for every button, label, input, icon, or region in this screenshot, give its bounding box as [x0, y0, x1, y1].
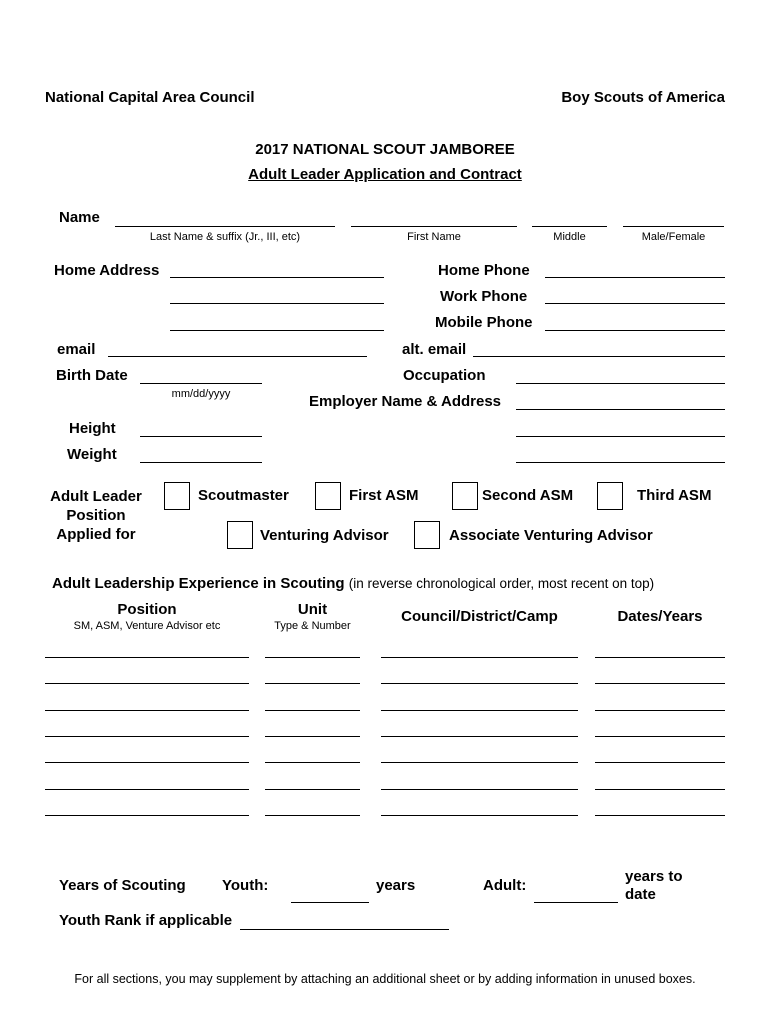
years-to-date-1: years to	[625, 868, 683, 885]
occupation-label: Occupation	[403, 367, 486, 384]
col-council-header: Council/District/Camp	[401, 608, 558, 625]
middle-name-field[interactable]	[532, 226, 607, 227]
third-asm-checkbox[interactable]	[597, 482, 623, 510]
years-to-date-2: date	[625, 886, 656, 903]
home-phone-field[interactable]	[545, 277, 725, 278]
experience-dates-field[interactable]	[595, 762, 725, 763]
youth-years-field[interactable]	[291, 902, 369, 903]
birth-date-label: Birth Date	[56, 367, 128, 384]
home-address-field-2[interactable]	[170, 303, 384, 304]
experience-unit-field[interactable]	[265, 736, 360, 737]
scoutmaster-checkbox[interactable]	[164, 482, 190, 510]
home-address-label: Home Address	[54, 262, 160, 279]
employer-field-1[interactable]	[516, 409, 725, 410]
third-asm-label: Third ASM	[637, 487, 712, 504]
work-phone-field[interactable]	[545, 303, 725, 304]
associate-venturing-advisor-label: Associate Venturing Advisor	[449, 527, 653, 544]
scoutmaster-label: Scoutmaster	[198, 487, 289, 504]
first-asm-label: First ASM	[349, 487, 419, 504]
position-label-1: Adult Leader	[50, 488, 142, 505]
alt-email-label: alt. email	[402, 341, 467, 358]
experience-dates-field[interactable]	[595, 815, 725, 816]
mobile-phone-label: Mobile Phone	[435, 314, 533, 331]
council-name: National Capital Area Council	[45, 89, 255, 106]
first-name-field[interactable]	[351, 226, 517, 227]
first-name-hint: First Name	[407, 231, 461, 243]
experience-unit-field[interactable]	[265, 762, 360, 763]
experience-dates-field[interactable]	[595, 710, 725, 711]
gender-hint: Male/Female	[641, 231, 706, 243]
employer-field-2[interactable]	[516, 436, 725, 437]
second-asm-label: Second ASM	[482, 487, 574, 504]
experience-unit-field[interactable]	[265, 683, 360, 684]
employer-label: Employer Name & Address	[309, 393, 502, 410]
experience-dates-field[interactable]	[595, 736, 725, 737]
experience-position-field[interactable]	[45, 683, 249, 684]
experience-position-field[interactable]	[45, 789, 249, 790]
occupation-field[interactable]	[516, 383, 725, 384]
experience-council-field[interactable]	[381, 762, 578, 763]
venturing-advisor-checkbox[interactable]	[227, 521, 253, 549]
experience-council-field[interactable]	[381, 683, 578, 684]
second-asm-checkbox[interactable]	[452, 482, 478, 510]
alt-email-field[interactable]	[473, 356, 725, 357]
experience-heading-title: Adult Leadership Experience in Scouting	[52, 575, 345, 592]
experience-unit-field[interactable]	[265, 789, 360, 790]
experience-unit-field[interactable]	[265, 815, 360, 816]
home-address-field-1[interactable]	[170, 277, 384, 278]
birth-date-hint: mm/dd/yyyy	[171, 388, 231, 400]
experience-council-field[interactable]	[381, 736, 578, 737]
venturing-advisor-label: Venturing Advisor	[260, 527, 389, 544]
youth-rank-field[interactable]	[240, 929, 449, 930]
experience-heading	[52, 575, 654, 592]
experience-unit-field[interactable]	[265, 657, 360, 658]
email-label: email	[57, 341, 96, 358]
email-field[interactable]	[108, 356, 367, 357]
youth-label: Youth:	[222, 877, 269, 894]
last-name-hint: Last Name & suffix (Jr., III, etc)	[149, 231, 301, 243]
youth-rank-label: Youth Rank if applicable	[59, 912, 233, 929]
experience-council-field[interactable]	[381, 657, 578, 658]
experience-dates-field[interactable]	[595, 789, 725, 790]
weight-field[interactable]	[140, 462, 262, 463]
experience-position-field[interactable]	[45, 736, 249, 737]
form-title: 2017 NATIONAL SCOUT JAMBOREE	[255, 141, 515, 158]
height-field[interactable]	[140, 436, 262, 437]
home-address-field-3[interactable]	[170, 330, 384, 331]
first-asm-checkbox[interactable]	[315, 482, 341, 510]
mobile-phone-field[interactable]	[545, 330, 725, 331]
work-phone-label: Work Phone	[440, 288, 528, 305]
form-subtitle: Adult Leader Application and Contract	[248, 166, 522, 183]
position-label-3: Applied for	[56, 526, 136, 543]
col-position-subheader: SM, ASM, Venture Advisor etc	[73, 620, 221, 632]
experience-dates-field[interactable]	[595, 657, 725, 658]
experience-position-field[interactable]	[45, 657, 249, 658]
employer-field-3[interactable]	[516, 462, 725, 463]
experience-council-field[interactable]	[381, 815, 578, 816]
experience-dates-field[interactable]	[595, 683, 725, 684]
experience-council-field[interactable]	[381, 710, 578, 711]
adult-years-field[interactable]	[534, 902, 618, 903]
last-name-field[interactable]	[115, 226, 335, 227]
experience-council-field[interactable]	[381, 789, 578, 790]
experience-position-field[interactable]	[45, 762, 249, 763]
name-label: Name	[59, 209, 100, 226]
experience-position-field[interactable]	[45, 710, 249, 711]
col-unit-subheader: Type & Number	[274, 620, 351, 632]
adult-label: Adult:	[483, 877, 527, 894]
birth-date-field[interactable]	[140, 383, 262, 384]
middle-name-hint: Middle	[553, 231, 586, 243]
org-name: Boy Scouts of America	[561, 89, 725, 106]
gender-field[interactable]	[623, 226, 724, 227]
height-label: Height	[69, 420, 116, 437]
youth-years-word: years	[376, 877, 416, 894]
experience-unit-field[interactable]	[265, 710, 360, 711]
home-phone-label: Home Phone	[438, 262, 530, 279]
experience-heading-note: (in reverse chronological order, most recent on top)	[348, 576, 655, 591]
col-position-header: Position	[117, 601, 177, 618]
experience-position-field[interactable]	[45, 815, 249, 816]
col-dates-header: Dates/Years	[617, 608, 703, 625]
years-of-scouting-label: Years of Scouting	[59, 877, 186, 894]
associate-venturing-advisor-checkbox[interactable]	[414, 521, 440, 549]
position-label-2: Position	[66, 507, 126, 524]
col-unit-header: Unit	[297, 601, 328, 618]
footer-note: For all sections, you may supplement by attaching an additional sheet or by adding information in unused boxes.	[74, 972, 696, 986]
weight-label: Weight	[67, 446, 117, 463]
